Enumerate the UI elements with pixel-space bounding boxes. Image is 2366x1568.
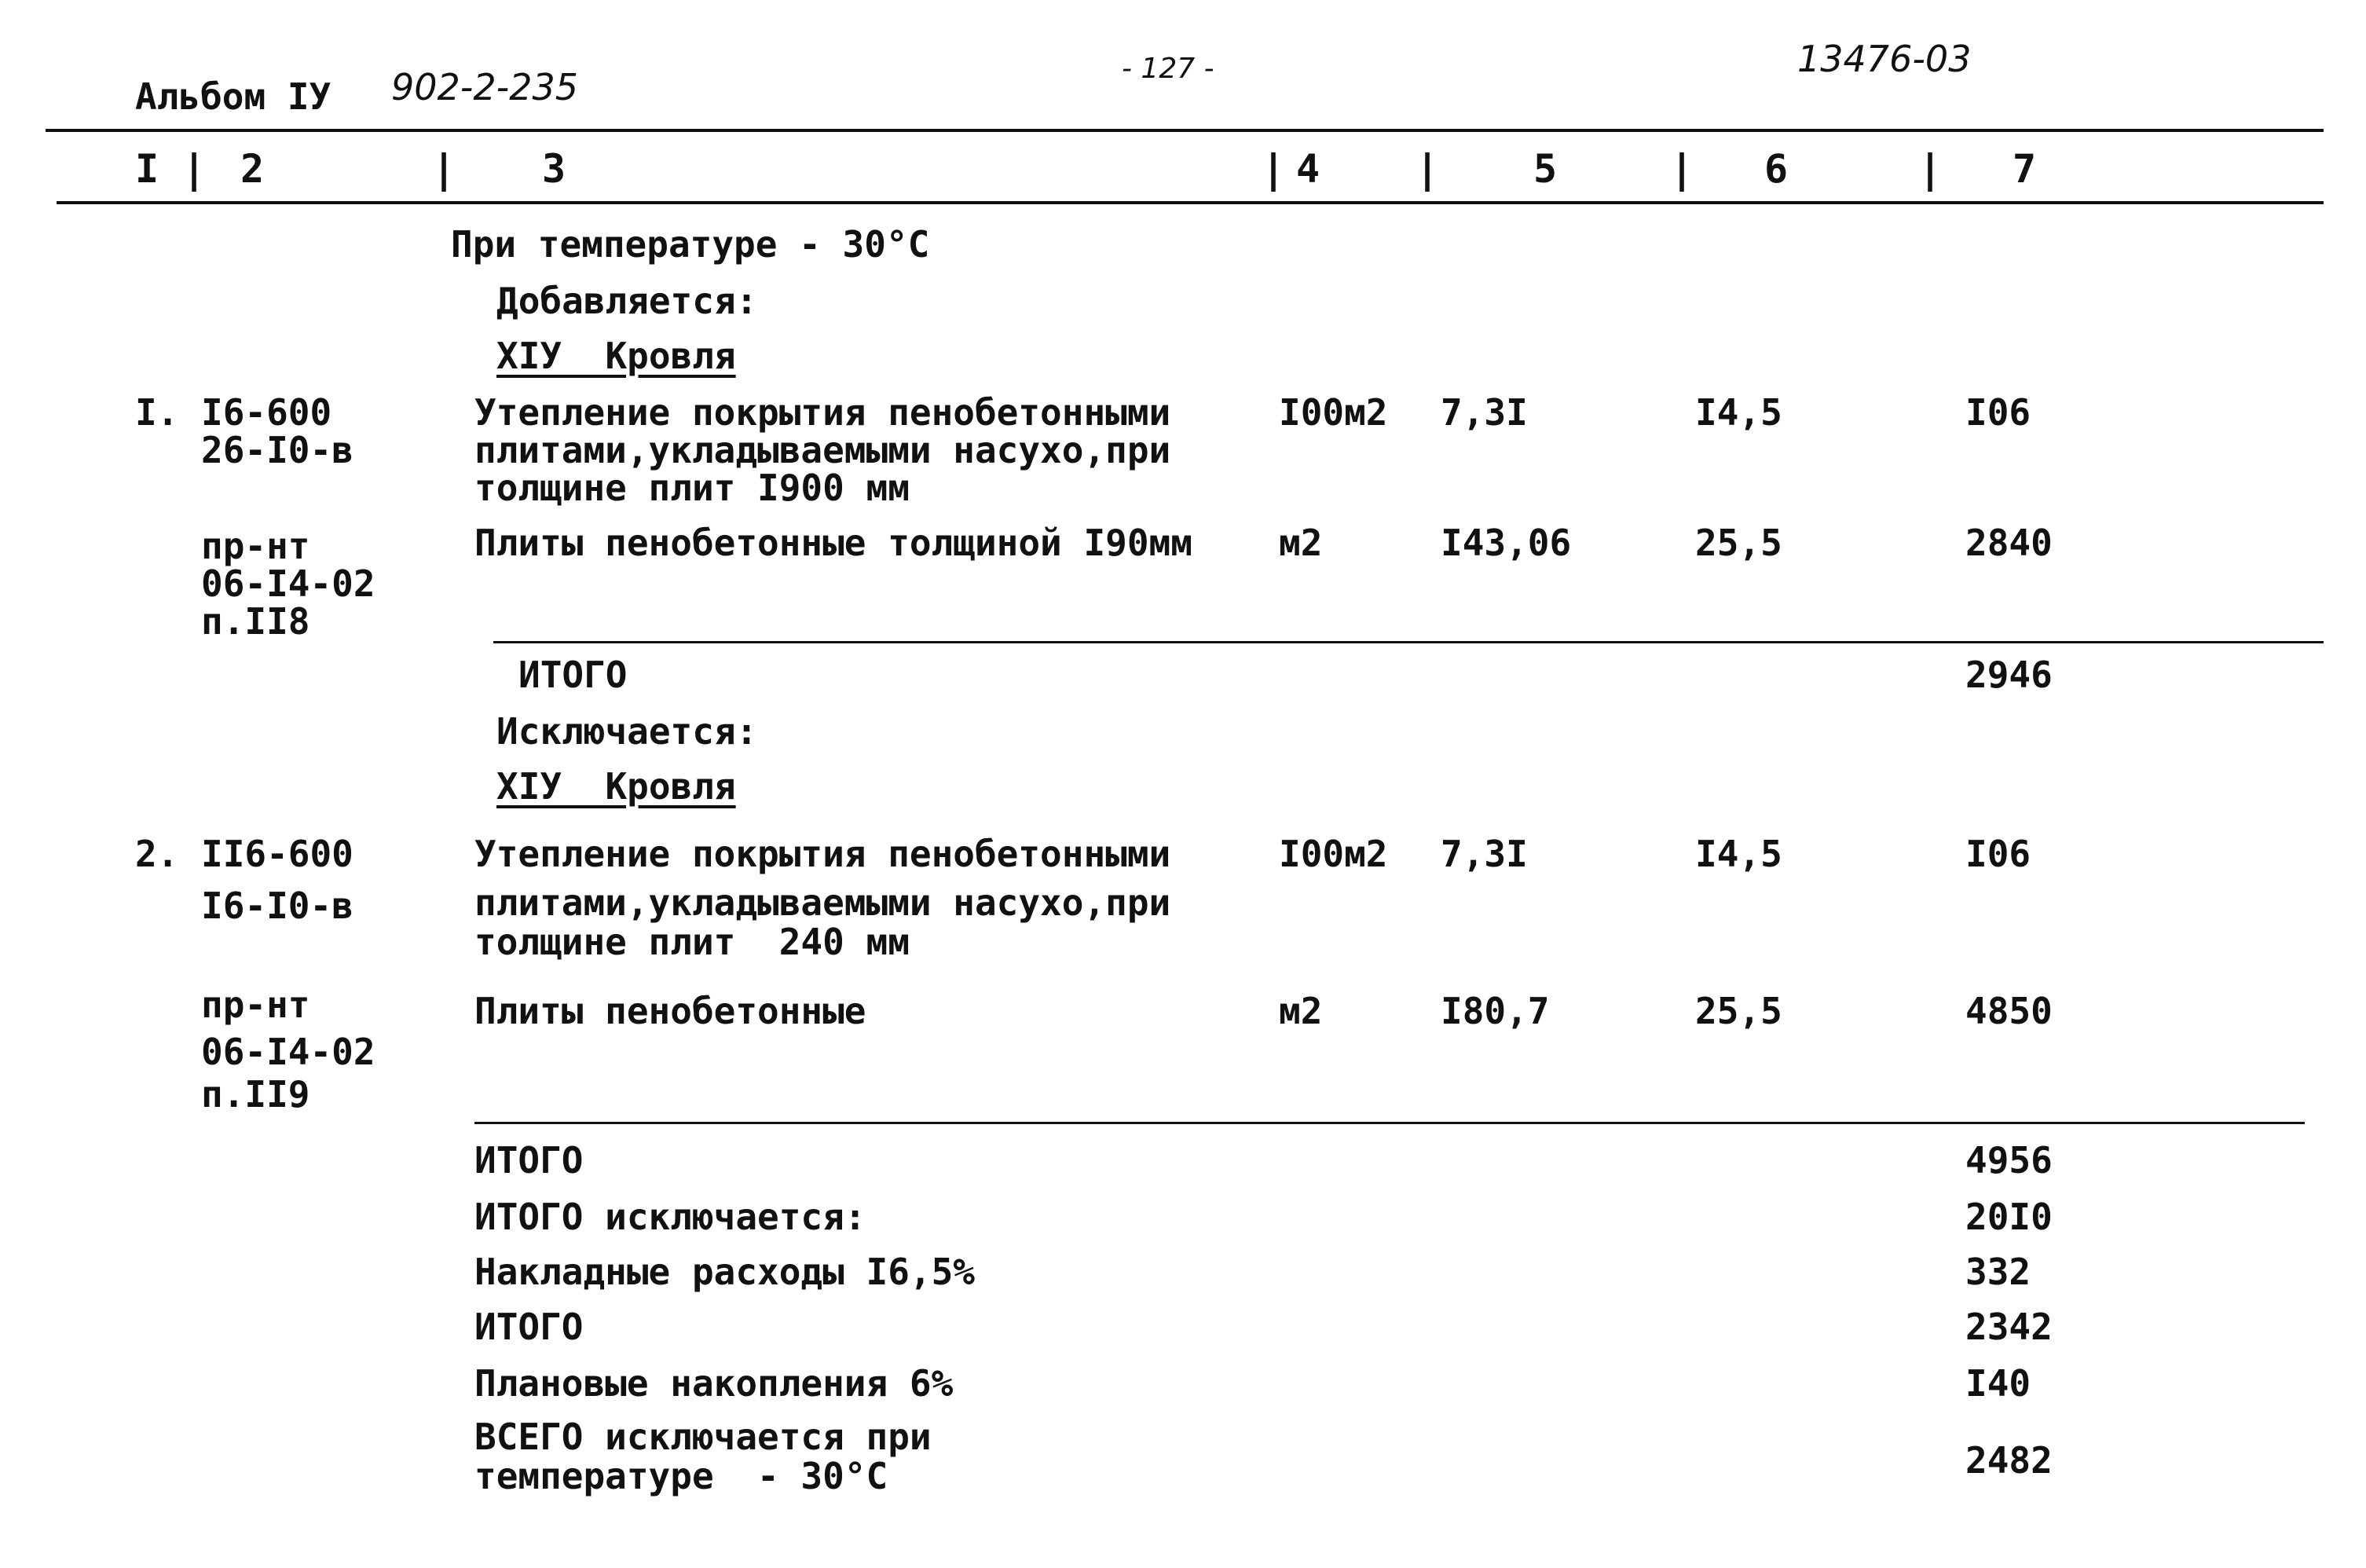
unit: м2	[1279, 522, 1323, 564]
unit-price: I4,5	[1695, 391, 1782, 434]
norm-code: 06-I4-02	[201, 1031, 375, 1073]
work-description: Утепление покрытия пенобетонными	[474, 391, 1171, 434]
excluded-label: Исключается:	[496, 710, 758, 753]
temperature-title: При температуре - 30°С	[451, 223, 930, 266]
unit-price: 25,5	[1695, 522, 1782, 564]
summary-value: 2342	[1965, 1306, 2053, 1348]
unit: I00м2	[1279, 391, 1388, 434]
quantity: I43,06	[1441, 522, 1572, 564]
album-label: Альбом IУ	[135, 75, 331, 118]
quantity: 7,3I	[1441, 391, 1528, 434]
top-rule	[46, 129, 2324, 132]
work-description: Утепление покрытия пенобетонными	[474, 833, 1171, 875]
header-rule	[57, 201, 2324, 204]
norm-code: 06-I4-02	[201, 562, 375, 605]
work-description: плитами,укладываемыми насухо,при	[474, 881, 1171, 924]
document-code: 13476-03	[1797, 38, 1972, 80]
quantity: 7,3I	[1441, 833, 1528, 875]
column-number: 3	[542, 146, 566, 192]
column-separator: |	[1416, 146, 1440, 192]
line-total: 2840	[1965, 522, 2053, 564]
unit-price: I4,5	[1695, 833, 1782, 875]
item-number: 2.	[135, 833, 179, 875]
line-total: 4850	[1965, 990, 2053, 1032]
subtotal-rule	[493, 641, 2324, 643]
work-description: Плиты пенобетонные толщиной I90мм	[474, 522, 1192, 564]
column-separator: |	[182, 146, 207, 192]
summary-label: ИТОГО исключается:	[474, 1196, 866, 1238]
norm-code: пр-нт	[201, 984, 310, 1026]
line-total: I06	[1965, 833, 2031, 875]
section-title: XIУ Кровля	[496, 765, 736, 808]
summary-label: Плановые накопления 6%	[474, 1362, 954, 1405]
work-description: толщине плит 240 мм	[474, 921, 910, 963]
column-separator: |	[1262, 146, 1286, 192]
unit-price: 25,5	[1695, 990, 1782, 1032]
unit: I00м2	[1279, 833, 1388, 875]
page-number: - 127 -	[1122, 53, 1214, 85]
column-separator: |	[432, 146, 456, 192]
item-number: I.	[135, 391, 179, 434]
column-number: 5	[1533, 146, 1558, 192]
column-number: 7	[2013, 146, 2037, 192]
unit: м2	[1279, 990, 1323, 1032]
column-number: I	[135, 146, 159, 192]
norm-code: I6-600	[201, 391, 332, 434]
added-label: Добавляется:	[496, 280, 758, 322]
norm-code: п.II9	[201, 1073, 310, 1116]
column-number: 6	[1764, 146, 1789, 192]
summary-label: ИТОГО	[474, 1306, 584, 1348]
column-separator: |	[1918, 146, 1943, 192]
work-description: плитами,укладываемыми насухо,при	[474, 429, 1171, 471]
grand-total-label: температуре - 30°С	[474, 1455, 888, 1497]
total-value: 2946	[1965, 654, 2053, 696]
line-total: I06	[1965, 391, 2031, 434]
norm-code: 26-I0-в	[201, 429, 353, 471]
project-code: 902-2-235	[391, 66, 579, 108]
summary-value: 4956	[1965, 1139, 2053, 1181]
summary-value: 20I0	[1965, 1196, 2053, 1238]
column-number: 2	[240, 146, 265, 192]
norm-code: I6-I0-в	[201, 885, 353, 927]
summary-value: I40	[1965, 1362, 2031, 1405]
norm-code: п.II8	[201, 600, 310, 643]
summary-value: 332	[1965, 1251, 2031, 1293]
grand-total-label: ВСЕГО исключается при	[474, 1416, 932, 1458]
column-number: 4	[1296, 146, 1320, 192]
norm-code: II6-600	[201, 833, 353, 875]
section-title: XIУ Кровля	[496, 335, 736, 377]
work-description: Плиты пенобетонные	[474, 990, 866, 1032]
column-separator: |	[1670, 146, 1694, 192]
total-label: ИТОГО	[518, 654, 628, 696]
summary-label: Накладные расходы I6,5%	[474, 1251, 975, 1293]
work-description: толщине плит I900 мм	[474, 467, 910, 509]
quantity: I80,7	[1441, 990, 1550, 1032]
norm-code: пр-нт	[201, 525, 310, 567]
summary-label: ИТОГО	[474, 1139, 584, 1181]
grand-total-value: 2482	[1965, 1439, 2053, 1482]
subtotal-rule	[474, 1122, 2305, 1124]
